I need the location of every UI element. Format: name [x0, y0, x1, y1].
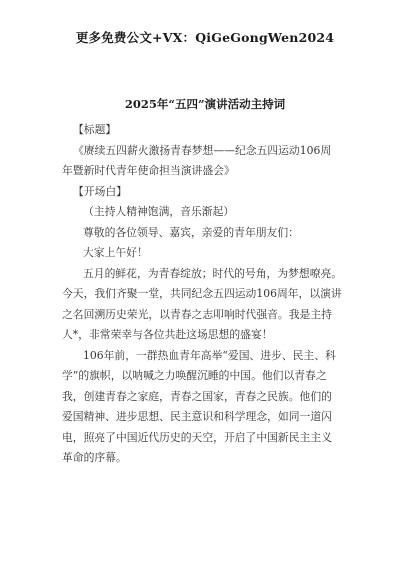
para1-line-4: 人*，非常荣幸与各位共赴这场思想的盛宴！	[62, 328, 273, 341]
para2-line-6: 革命的序幕。	[62, 451, 127, 464]
para2-line-2: 学”的旗帜，以呐喊之力唤醒沉睡的中国。他们以青春之	[62, 369, 327, 382]
para1-line-3: 之名回溯历史荣光，以青春之志叩响时代强音。我是主持	[62, 307, 332, 321]
para2-line-4: 爱国精神、进步思想、民主意识和科学理念，如同一道闪	[62, 410, 332, 423]
hello-line: 大家上午好！	[83, 246, 148, 259]
para2-line-1: 106年前，一群热血青年高举“爱国、进步、民主、科	[83, 348, 336, 362]
stage-direction: （主持人精神饱满，音乐渐起）	[83, 205, 235, 218]
section-label-title: 【标题】	[73, 123, 117, 136]
para1-line-1: 五月的鲜花，为青春绽放；时代的号角，为梦想嘹亮。	[83, 266, 343, 280]
para1-line-2: 今天，我们齐聚一堂，共同纪念五四运动106周年，以演讲	[62, 287, 342, 300]
document-title: 2025年“五四”演讲活动主持词	[124, 97, 286, 111]
document-body	[62, 120, 354, 469]
header-watermark-text: 更多免费公文+VX：QiGeGongWen2024	[75, 30, 335, 45]
para2-line-5: 电，照亮了中国近代历史的天空，开启了中国新民主主义	[62, 430, 332, 444]
title-line-1: 《赓续五四薪火激扬青春梦想——纪念五四运动106周	[73, 143, 332, 157]
section-label-opening: 【开场白】	[73, 184, 127, 198]
para2-line-3: 我，创建青春之家庭，青春之国家，青春之民族。他们的	[62, 389, 332, 403]
title-line-2: 年暨新时代青年使命担当演讲盛会》	[62, 164, 235, 177]
greeting: 尊敬的各位领导、嘉宾，亲爱的青年朋友们：	[83, 225, 299, 239]
